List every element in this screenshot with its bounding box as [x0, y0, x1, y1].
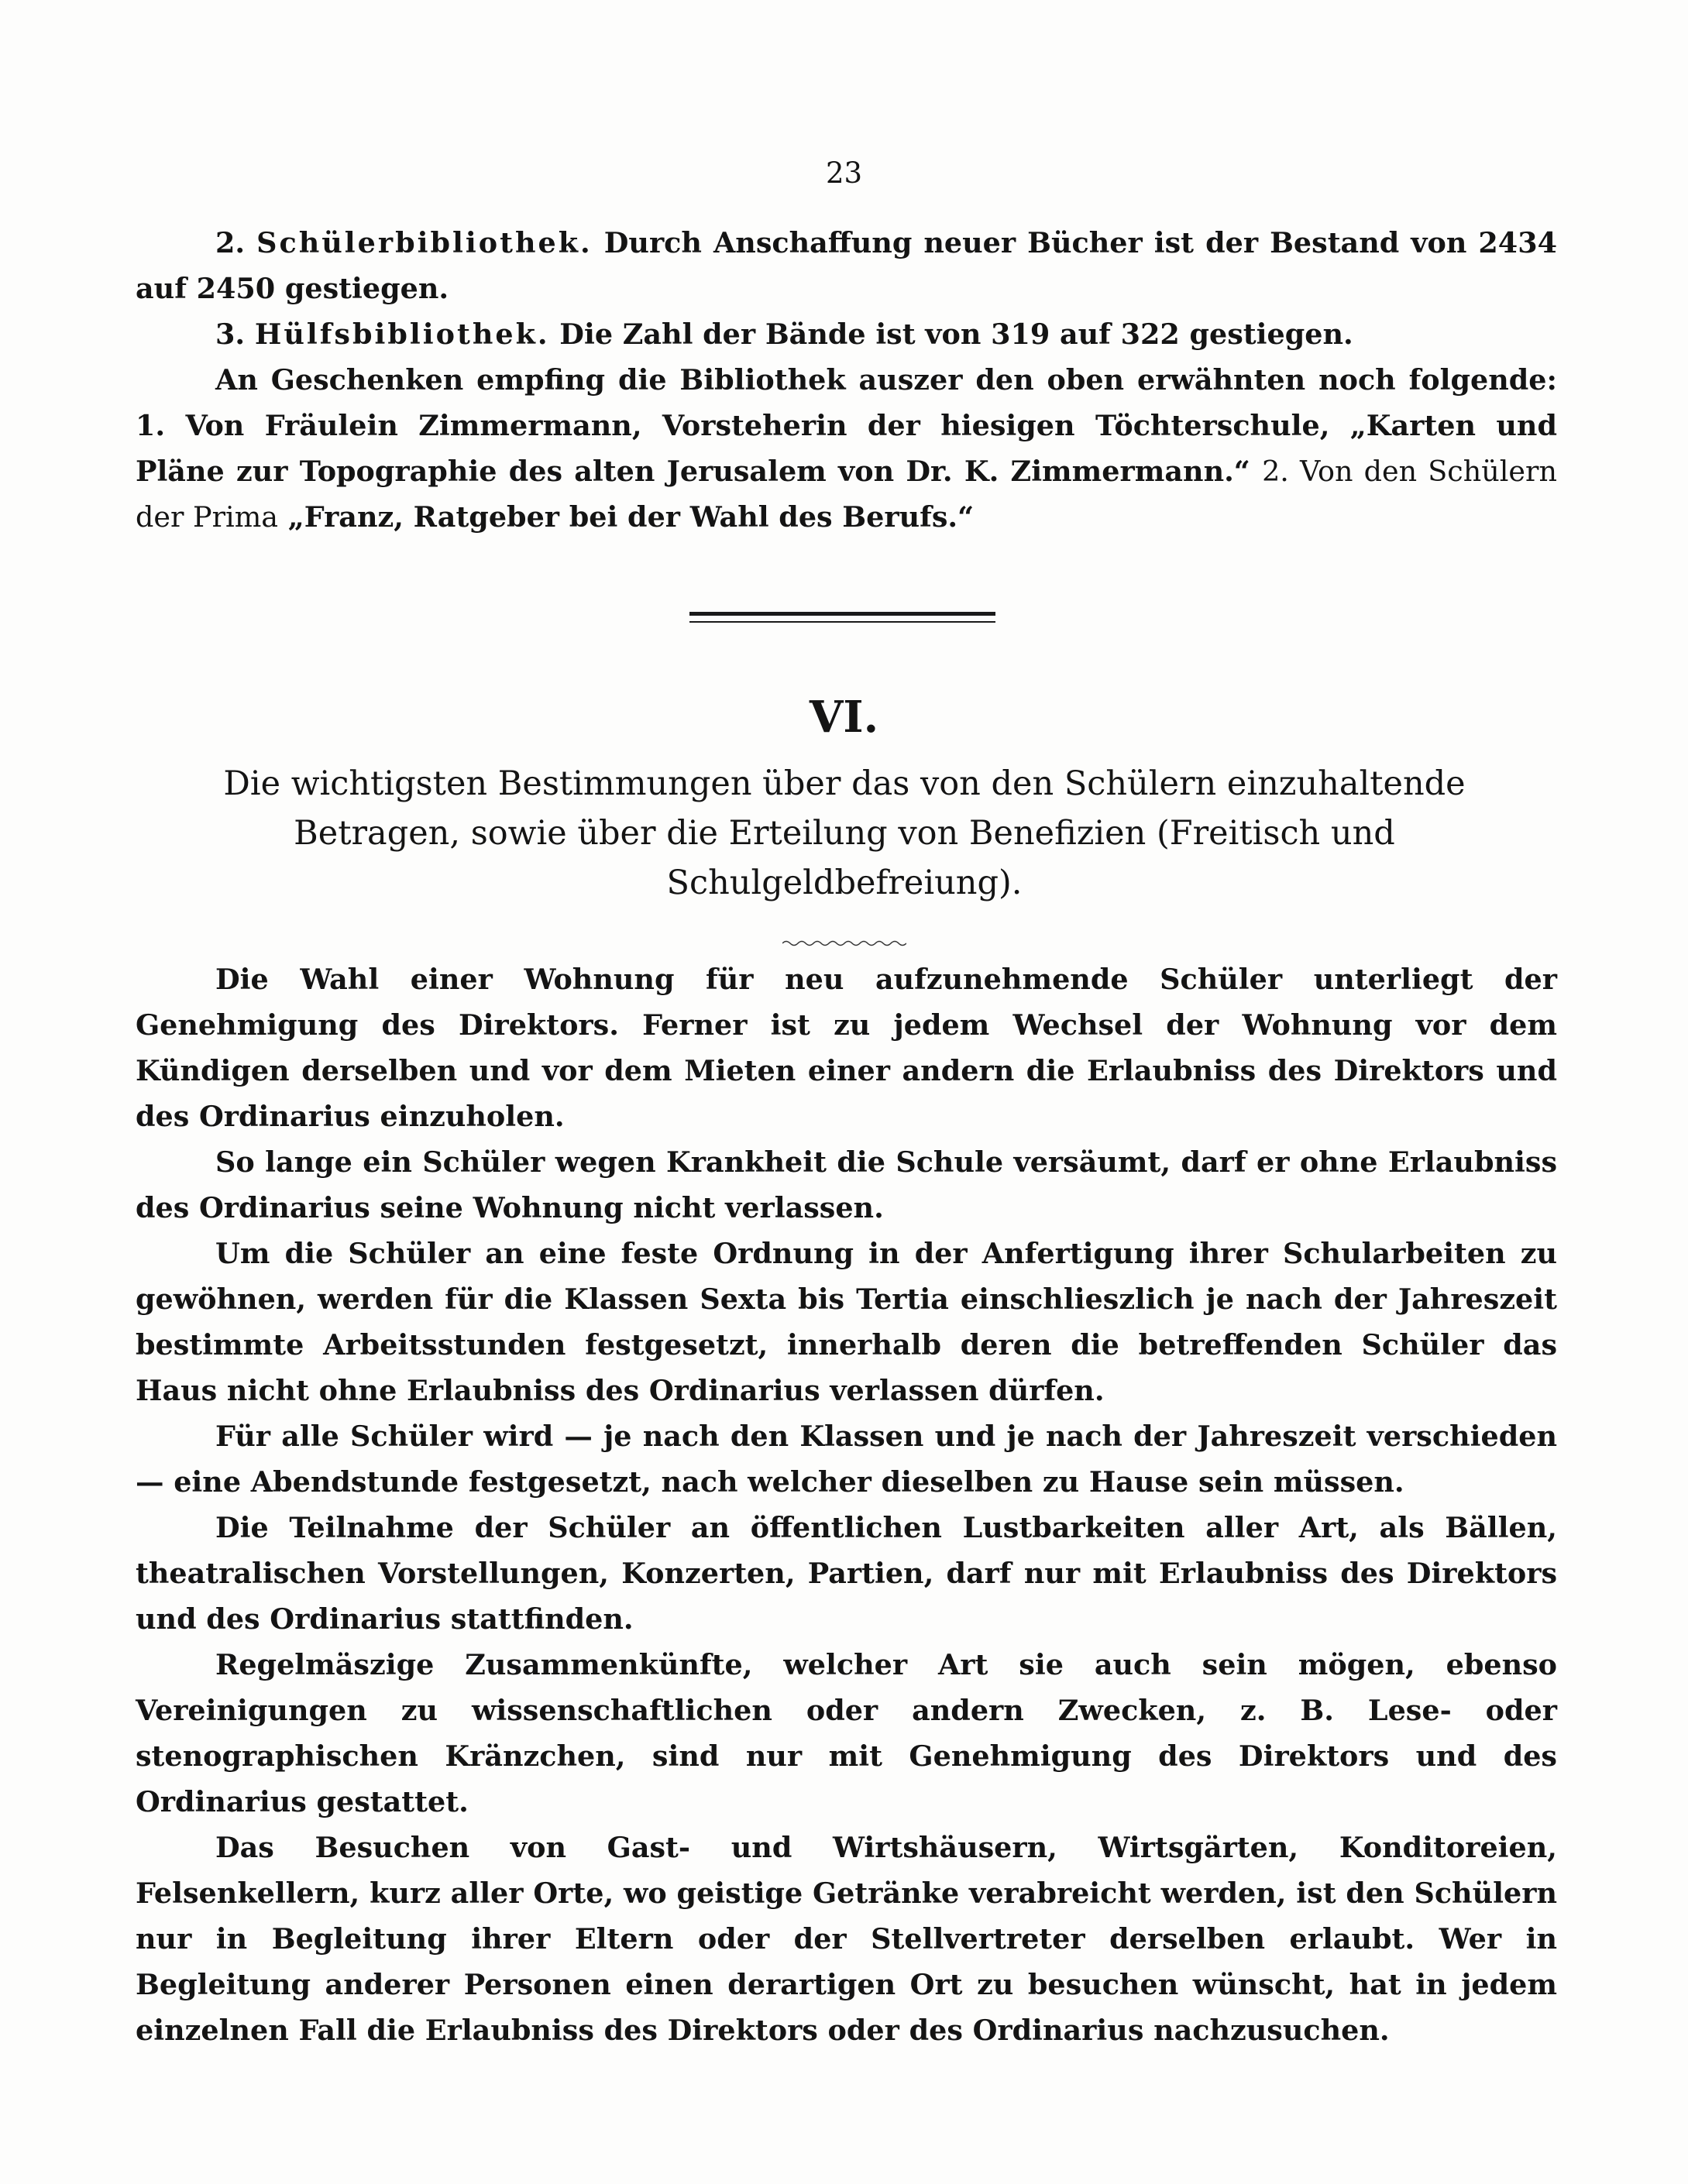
paragraph-amusements: Die Teilnahme der Schüler an öffentlichen Lustbarkeiten aller Art, als Bällen, theatralischen Vorstellungen, Konzerten, Partien, darf nur mit Erlaubniss des Direktors und des Ordinarius stattfinden.: [136, 1511, 1557, 1636]
page-number: 23: [825, 156, 863, 190]
section-number: VI.: [809, 692, 879, 743]
gifts-text-2: 2. Von den Schülern der Prima: [136, 455, 1557, 534]
item-text: Die Zahl der Bände ist von 319 auf 322 gestiegen.: [559, 318, 1353, 351]
library-section: [136, 220, 1557, 540]
item-title: Schülerbibliothek.: [256, 226, 593, 259]
item-text: Durch Anschaffung neuer Bücher ist der Bestand von 2434 auf 2450 gestiegen.: [136, 226, 1557, 305]
wavy-ornament: [782, 939, 906, 947]
item-number: 3.: [215, 318, 246, 351]
gifts-text: An Geschenken empfing die Bibliothek auszer den oben erwähnten noch folgende: 1. Von Fräulein Zimmermann, Vorsteherin der hiesigen Töchterschule, „Karten und Pläne zur Topographie des alten Jerusalem von Dr. K. Zimmermann.“: [136, 363, 1557, 488]
item-number: 2.: [215, 226, 246, 259]
paragraph-housing: Die Wahl einer Wohnung für neu aufzunehmende Schüler unterliegt der Genehmigung des Direktors. Ferner ist zu jedem Wechsel der Wohnung vor dem Kündigen derselben und vor dem Mieten einer andern die Erlaubniss des Direktors und des Ordinarius einzuholen.: [136, 963, 1557, 1133]
section-divider-thin: [689, 621, 995, 623]
section-heading: Die wichtigsten Bestimmungen über das von den Schülern einzuhaltende Betragen, sowie über die Erteilung von Benefizien (Freitisch und Schulgeldbefreiung).: [223, 764, 1466, 902]
library-item-auxiliary: [136, 311, 1557, 357]
library-gifts-paragraph: [136, 357, 1557, 540]
paragraph-meetings: Regelmäszige Zusammenkünfte, welcher Art sie auch sein mögen, ebenso Vereinigungen zu wissenschaftlichen oder andern Zwecken, z. B. Lese- oder stenographischen Kränzchen, sind nur mit Genehmigung des Direktors und des Ordinarius gestattet.: [136, 1648, 1557, 1818]
section-divider: [689, 612, 995, 616]
paragraph-taverns: Das Besuchen von Gast- und Wirtshäusern, Wirtsgärten, Konditoreien, Felsenkellern, kurz aller Orte, wo geistige Getränke verabreicht werden, ist den Schülern nur in Begleitung ihrer Eltern oder der Stellvertreter derselben erlaubt. Wer in Begleitung anderer Personen einen derartigen Ort zu besuchen wünscht, hat in jedem einzelnen Fall die Erlaubniss des Direktors oder des Ordinarius nachzusuchen.: [136, 1831, 1557, 2047]
paragraph-illness: So lange ein Schüler wegen Krankheit die Schule versäumt, darf er ohne Erlaubniss des Ordinarius seine Wohnung nicht verlassen.: [136, 1145, 1557, 1224]
item-title: Hülfsbibliothek.: [254, 318, 550, 351]
gifts-text-3: „Franz, Ratgeber bei der Wahl des Berufs.“: [287, 500, 975, 534]
paragraph-work-hours: Um die Schüler an eine feste Ordnung in der Anfertigung ihrer Schularbeiten zu gewöhnen, werden für die Klassen Sexta bis Tertia einschlieszlich je nach der Jahreszeit bestimmte Arbeitsstunden festgesetzt, innerhalb deren die betreffenden Schüler das Haus nicht ohne Erlaubniss des Ordinarius verlassen dürfen.: [136, 1237, 1557, 1407]
rules-section: [136, 956, 1557, 2053]
library-item-pupils: [136, 220, 1557, 311]
paragraph-evening-hour: Für alle Schüler wird — je nach den Klassen und je nach der Jahreszeit verschieden — eine Abendstunde festgesetzt, nach welcher dieselben zu Hause sein müssen.: [136, 1420, 1557, 1499]
